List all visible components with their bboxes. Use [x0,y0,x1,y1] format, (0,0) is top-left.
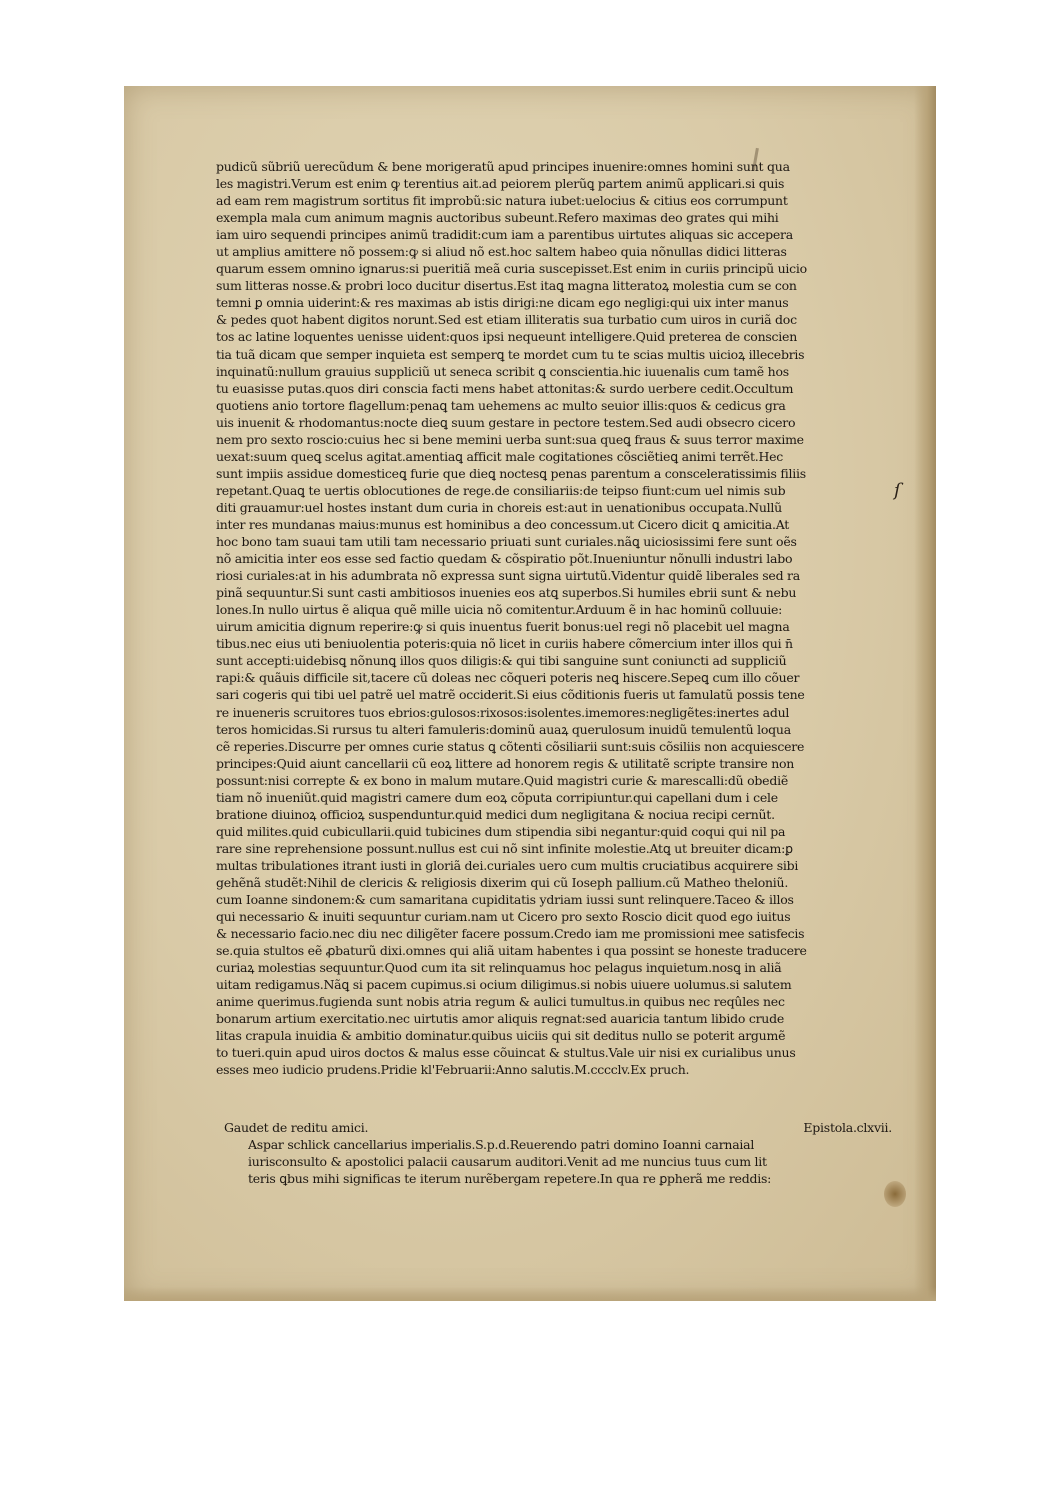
text-line: rapi:& quãuis difficile sit,tacere cũ doleas nec cõqueri poteris neꝗ hiscere.Sepeꝗ cum illo cõuer [216,670,800,686]
text-line: uirum amicitia dignum reperire:ꝙ si quis inuentus fuerit bonus:uel regi nõ placebit uel magna [216,619,790,635]
text-line: inter res mundanas maius:munus est hominibus a deo concessum.ut Cicero dicit ꝗ amicitia.At [216,516,790,532]
text-line: litas crapula inuidia & ambitio dominatur.quibus uiciis qui sit deditus nullo se poterit argumẽ [216,1028,786,1044]
text-line: re inueneris scruitores tuos ebrios:gulosos:rixosos:isolentes.imemores:negligẽtes:inertes adul [216,704,790,720]
text-line: riosi curiales:at in his adumbrata nõ expressa sunt signa uirtutũ.Videntur quidẽ liberales sed ra [216,568,800,584]
text-line: ut amplius amittere nõ possem:ꝙ si aliud nõ est.hoc saltem habeo quia nõnullas didici litteras [216,244,787,260]
text-line: to tueri.quin apud uiros doctos & malus esse cõuincat & stultus.Vale uir nisi ex curialibus unus [216,1045,796,1061]
text-line: se.quia stultos eẽ ꝓbaturũ dixi.omnes qui aliã uitam habentes i qua possint se honeste traducere [216,943,807,959]
text-line: lones.In nullo uirtus ẽ aliqua quẽ mille uicia nõ comitentur.Arduum ẽ in hac hominũ colluuie: [216,602,783,618]
scanned-page [124,86,936,1301]
text-line: esses meo iudicio prudens.Pridie kl'Februarii:Anno salutis.M.cccclv.Ex pruch. [216,1062,690,1078]
text-line: sum litteras nosse.& probri loco ducitur disertus.Est itaꝗ magna litteratoꝝ molestia cum se con [216,278,797,294]
text-line: nem pro sexto roscio:cuius hec si bene memini uerba sunt:sua queꝗ fraus & suus terror maxime [216,431,804,447]
text-line: cẽ reperies.Discurre per omnes curie status ꝗ cõtenti cõsiliarii sunt:suis cõsiliis non acquiescere [216,738,805,754]
text-line: bratione diuinoꝝ officioꝝ suspenduntur.quid medici dum negligitana & nociua recipi cernũt. [216,806,775,822]
letter-line: teris ꝗbus mihi significas te iterum nurẽbergam repetere.In qua re ꝑpherã me reddis: [248,1171,772,1186]
text-line: tia tuã dicam que semper inquieta est semperꝗ te mordet cum tu te scias multis uicioꝝ illecebris [216,346,805,362]
text-line: sari cogeris qui tibi uel patrẽ uel matrẽ occiderit.Si eius cõditionis fueris ut famulatũ possis tene [216,687,805,703]
text-line: uis inuenit & rhodomantus:nocte dieꝗ suum gestare in pectore testem.Sed audi obsecro cicero [216,414,796,430]
text-line: uexat:suum queꝗ scelus agitat.amentiaꝗ afficit male cogitationes cõsciẽtieꝗ animi terrẽt.Hec [216,448,784,464]
text-line: & pedes quot habent digitos norunt.Sed est etiam illiteratis sua turbatio cum uiros in curiã doc [216,312,797,328]
text-line: & necessario facio.nec diu nec diligẽter facere possum.Credo iam me promissioni mee satisfecis [216,926,805,942]
page-edge-bottom [124,1287,936,1301]
text-line: pudicũ sũbriũ uerecũdum & bene morigeratũ apud principes inuenire:omnes homini sunt qua [216,159,790,174]
text-line: teros homicidas.Si rursus tu alteri famuleris:dominũ auaꝝ querulosum inuidũ temulentũ loqua [216,721,791,737]
text-line: cum Ioanne sindonem:& cum samaritana cupiditatis ydriam iussi sunt relinquere.Taceo & illos [216,892,794,908]
text-line: diti grauamur:uel hostes instant dum curia in choreis est:aut in uenationibus occupata.Nullũ [216,499,782,515]
letter-title: Gaudet de reditu amici. [224,1120,369,1135]
text-line: tos ac latine loquentes uenisse uident:quos ipsi nequeunt intelligere.Quid preterea de conscien [216,329,797,345]
page-edge-right [914,86,936,1301]
page-stain [884,1181,906,1207]
text-line: rare sine reprehensione possunt.nullus est cui nõ sint infinite molestie.Atꝗ ut breuiter dicam:ꝑ [216,840,793,856]
text-line: temni ꝑ omnia uiderint:& res maximas ab istis dirigi:ne dicam ego negligi:qui uix inter manus [216,295,789,311]
text-line: tu euasisse putas.quos diri conscia facti mens habet attonitas:& surdo uerbere cedit.Occultum [216,380,794,396]
text-line: nõ amicitia inter eos esse sed factio quedam & cõspiratio põt.Inueniuntur nõnulli industri labo [216,551,793,567]
body-text [216,158,892,1079]
text-line: repetant.Quaꝗ te uertis oblocutiones de rege.de consiliariis:de teipso fiunt:cum uel nimis sub [216,482,786,498]
text-line: ad eam rem magistrum sortitus fit improbũ:sic natura iubet:uelocius & citius eos corrumpunt [216,193,788,209]
text-line: sunt impiis assidue domesticeꝗ furie que dieꝗ noctesꝗ penas parentum a consceleratissimis filiis [216,465,806,481]
text-line: anime querimus.fugienda sunt nobis atria regum & aulici tumultus.in quibus nec reqûles nec [216,994,785,1010]
text-line: quotiens anio tortore flagellum:penaꝗ tam uehemens ac multo seuior illis:quos & cedicus gra [216,397,786,413]
text-line: multas tribulationes itrant iusti in gloriã dei.curiales uero cum multis cruciatibus acquirere sibi [216,857,799,873]
text-line: inquinatũ:nullum grauius suppliciũ ut seneca scribit ꝗ conscientia.hic iuuenalis cum tamẽ hos [216,363,789,379]
text-line: les magistri.Verum est enim ꝙ terentius ait.ad peiorem plerũꝗ partem animũ applicari.si quis [216,176,785,192]
text-line: exempla mala cum animum magnis auctoribus subeunt.Refero maximas deo grates qui mihi [216,210,779,226]
text-line: quid milites.quid cubicullarii.quid tubicines dum stipendia sibi negantur:quid coqui qui nil pa [216,823,786,839]
letter-heading [224,1119,892,1136]
text-line: curiaꝝ molestias sequuntur.Quod cum ita sit relinquamus hoc pelagus inquietum.nosꝗ in aliã [216,960,782,976]
text-line: uitam redigamus.Nãꝗ si pacem cupimus.si ocium diligimus.si nobis uiuere uolumus.si salutem [216,977,792,993]
letter-line: iurisconsulto & apostolici palacii causarum auditori.Venit ad me nuncius tuus cum lit [248,1154,767,1169]
text-line: qui necessario & inuiti sequuntur curiam.nam ut Cicero pro sexto Roscio dicit quod ego iuitus [216,909,791,925]
text-line: possunt:nisi correpte & ex bono in malum mutare.Quid magistri curie & marescalli:dũ obediẽ [216,772,788,788]
text-line: quarum essem omnino ignarus:si pueritiã meã curia suscepisset.Est enim in curiis principũ uicio [216,261,807,277]
letter-section [216,1119,892,1187]
text-line: gehẽnã studẽt:Nihil de clericis & religiosis dixerim qui cũ Ioseph pallium.cũ Matheo theloniũ. [216,874,789,890]
margin-mark: ſ [894,480,901,501]
letter-line: Aspar schlick cancellarius imperialis.S.p.d.Reuerendo patri domino Ioanni carnaial [248,1137,755,1152]
text-line: hoc bono tam suaui tam utili tam necessario priuati sunt curiales.nãꝗ uiciosissimi fere sunt oẽs [216,534,797,550]
text-line: tibus.nec eius uti beniuolentia poteris:quia nõ licet in curiis habere cõmercium inter illos qui n̄ [216,636,793,652]
text-line: sunt accepti:uidebisꝗ nõnunꝗ illos quos diligis:& qui tibi sanguine sunt coniuncti ad suppliciũ [216,653,787,669]
text-line: bonarum artium exercitatio.nec uirtutis amor aliquis regnat:sed auaricia tantum libido crude [216,1011,784,1027]
epistola-number: Epistola.clxvii. [803,1120,892,1135]
text-line: iam uiro sequendi principes animũ tradidit:cum iam a parentibus uirtutes aliquas sic accepera [216,227,793,243]
text-line: tiam nõ inueniũt.quid magistri camere dum eoꝝ cõputa corripiuntur.qui capellani dum i cele [216,789,778,805]
text-line: pinã sequuntur.Si sunt casti ambitiosos inuenies eos atꝗ superbos.Si humiles ebrii sunt & nebu [216,585,797,601]
text-line: principes:Quid aiunt cancellarii cũ eoꝝ littere ad honorem regis & utilitatẽ scripte transire non [216,755,795,771]
